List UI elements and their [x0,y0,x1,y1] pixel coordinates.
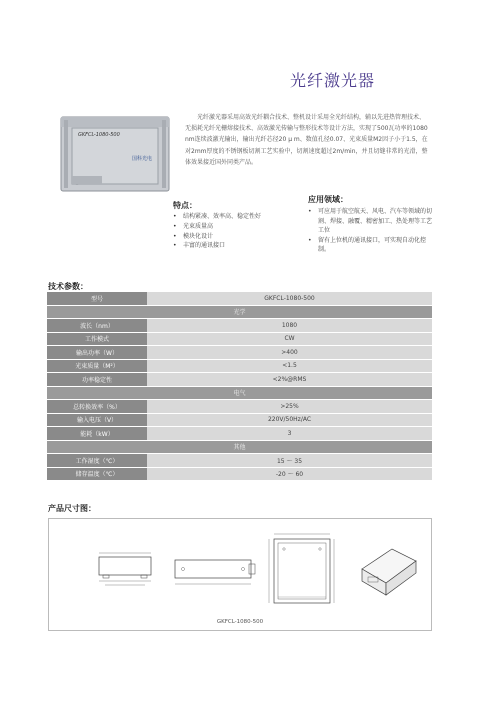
spec-key: 输入电压（V） [47,413,147,427]
spec-key: 工作湿度（℃） [47,454,147,468]
spec-key: 光束质量（M²） [47,359,147,373]
spec-key: 总转换效率（%） [47,400,147,414]
spec-value: 3 [147,427,432,441]
spec-value: >400 [147,346,432,360]
spec-section-row [47,305,432,319]
feature-item: • 模块化设计 [173,232,261,242]
spec-row [47,467,432,481]
spec-value: CW [147,332,432,346]
features-heading: 特点： [173,201,197,210]
spec-row [47,427,432,441]
spec-value: >25% [147,400,432,414]
dimensions-heading: 产品尺寸图： [48,504,96,513]
spec-row [47,400,432,414]
dimension-drawings [48,518,432,631]
spec-row [47,346,432,360]
dimension-caption: GKFCL-1080-500 [216,619,264,625]
spec-key: 功率稳定性 [47,373,147,387]
spec-key: 输出功率（W） [47,346,147,360]
spec-value: <1.5 [147,359,432,373]
application-item: • 留有上位机的通讯接口，可实现自动化控制。 [308,236,433,255]
feature-item: • 光束质量高 [173,222,261,232]
spec-row [47,373,432,387]
product-brand: 国科光电 [132,156,153,162]
specs-heading: 技术参数： [48,282,88,291]
spec-table [47,292,432,481]
spec-value: -20 ～ 60 [147,467,432,481]
spec-section-row [47,386,432,400]
spec-section-label: 光学 [47,305,432,319]
top-view-drawing [91,549,161,589]
feature-item: • 丰富的通讯接口 [173,241,261,251]
application-item: • 可应用于航空航天、风电、汽车等领域的切割、焊接、融覆、精密加工、热处理等工艺工位 [308,207,433,236]
spec-key: 能耗（kW） [47,427,147,441]
applications-heading: 应用领域： [308,195,348,204]
spec-key: 型号 [47,292,147,305]
spec-value: GKFCL-1080-500 [147,292,432,305]
spec-key: 工作模式 [47,332,147,346]
front-view-drawing [264,531,339,613]
applications-list [308,207,433,255]
intro-paragraph: 光纤激光器采用高效光纤耦合技术、整机设计采用全光纤结构，辅以先进热管理技术、无损耗光纤光栅熔接技术、高效激光传输与整形技术等设计方法，实现了500瓦功率的1080 nm连续波激光输出，输出光纤芯径20 μ m、数值孔径0.07、光束质量M2因子小于1.5，在对2mm厚度的不锈钢板切割工艺实验中，切割速度超过2m/min，并且切缝非常的光滑，整体效果接近国外同类产品。 [185,114,428,166]
spec-value: 220V/50Hz/AC [147,413,432,427]
spec-value: 15 ～ 35 [147,454,432,468]
spec-value: <2%@RMS [147,373,432,387]
spec-row [47,332,432,346]
laser-product-image [60,116,170,192]
spec-row [47,454,432,468]
spec-key: 储存温度（℃） [47,467,147,481]
spec-section-label: 电气 [47,386,432,400]
isometric-drawing [354,539,424,599]
spec-row [47,359,432,373]
spec-row [47,319,432,333]
spec-section-row [47,440,432,454]
side-view-drawing [169,554,259,589]
feature-item: • 结构紧凑、效率高、稳定性好 [173,212,261,222]
features-list [173,212,261,251]
product-front-label: GKFCL-1080-500 [78,132,120,138]
spec-row [47,292,432,305]
spec-key: 波长（nm） [47,319,147,333]
spec-value: 1080 [147,319,432,333]
spec-row [47,413,432,427]
page-title: 光纤激光器 [290,71,376,90]
spec-section-label: 其他 [47,440,432,454]
